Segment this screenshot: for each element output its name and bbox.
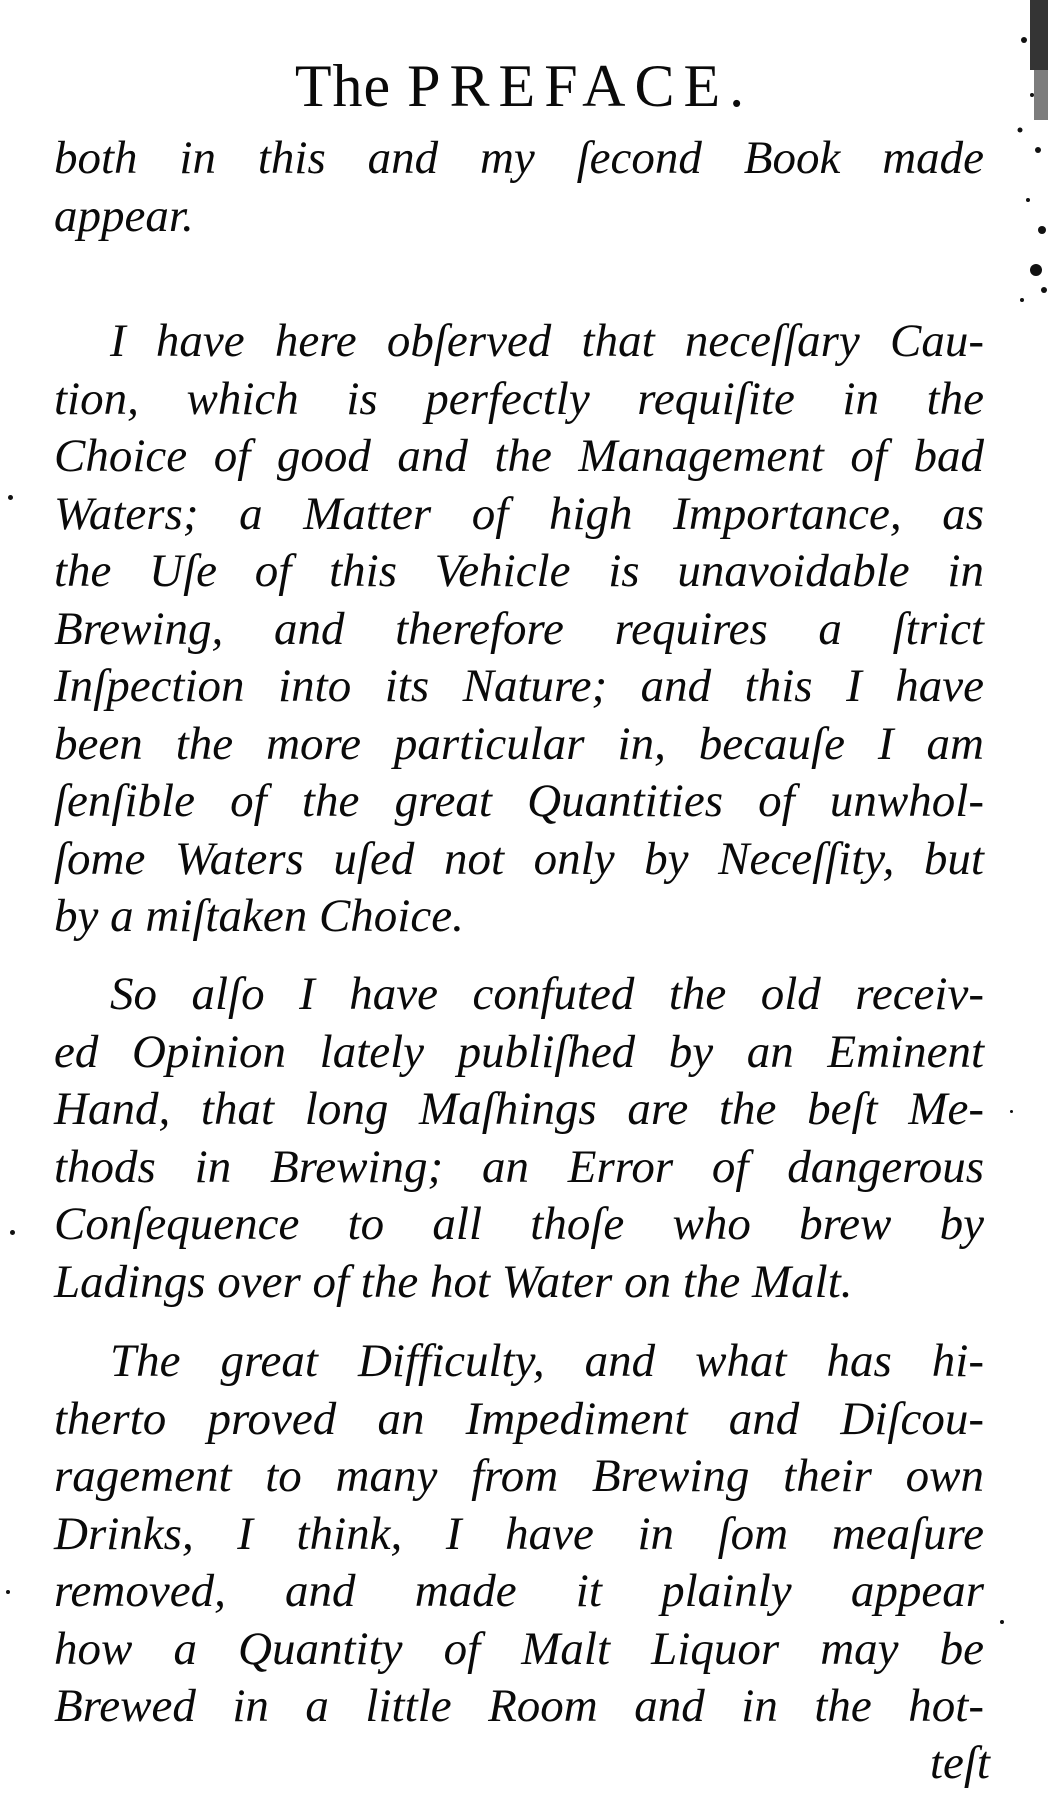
paragraph-continuation [54,130,984,245]
text-line: Waters; a Matter of high Importance, as [54,487,984,540]
paragraph-water-caution [54,313,984,946]
text-line: tion, which is perfectly requiſite in the [54,372,984,425]
text-line: by a miſtaken Choice. [54,890,464,942]
text-line: Brewed in a little Room and in the hot- [54,1680,984,1732]
text-line: Drinks, I think, I have in ſom meaſure [54,1507,984,1560]
scan-speck [8,495,13,500]
text-line: Ladings over of the hot Water on the Malt. [54,1255,853,1308]
scan-speck [1010,1110,1013,1113]
text-line: therto proved an Impediment and Diſcou- [54,1392,984,1445]
scan-edge-noise [1002,0,1048,330]
text-line: I have here obſerved that neceſſary Cau- [110,315,984,367]
text-line: ſome Waters uſed not only by Neceſſity, but [54,832,984,885]
text-line: The great Difficulty, and what has hi- [110,1335,984,1387]
text-line: thods in Brewing; an Error of dangerous [54,1140,984,1193]
text-line: Conſequence to all thoſe who brew by [54,1198,984,1250]
text-line: So alſo I have confuted the old receiv- [110,968,984,1020]
text-line: been the more particular in, becauſe I am [54,717,984,770]
text-line: ſenſible of the great Quantities of unwhol- [54,775,984,827]
scan-speck [6,1590,10,1594]
text-line: Brewing, and therefore requires a ſtrict [54,602,984,655]
text-line: removed, and made it plainly appear [54,1565,984,1617]
text-line: ragement to many from Brewing their own [54,1450,984,1502]
text-line: both in this and my ſecond Book made [54,132,984,184]
text-line: how a Quantity of Malt Liquor may be [54,1622,984,1675]
text-line: Inſpection into its Nature; and this I have [54,660,984,712]
catchword: teſt [929,1737,990,1789]
scan-speck [1000,1620,1004,1624]
scan-speck [10,1230,15,1235]
text-line: appear. [54,189,194,242]
text-line: Hand, that long Maſhings are the beſt Me- [54,1083,984,1135]
paragraph-brewing-difficulty [54,1333,984,1736]
running-head [0,50,1048,122]
running-head-the: The [294,53,392,119]
text-line: Choice of good and the Management of bad [54,430,984,482]
text-line: the Uſe of this Vehicle is unavoidable in [54,545,984,597]
text-line: ed Opinion lately publiſhed by an Eminent [54,1025,984,1078]
paragraph-mashing-error [54,966,984,1311]
running-head-title: PREFACE. [407,53,754,119]
